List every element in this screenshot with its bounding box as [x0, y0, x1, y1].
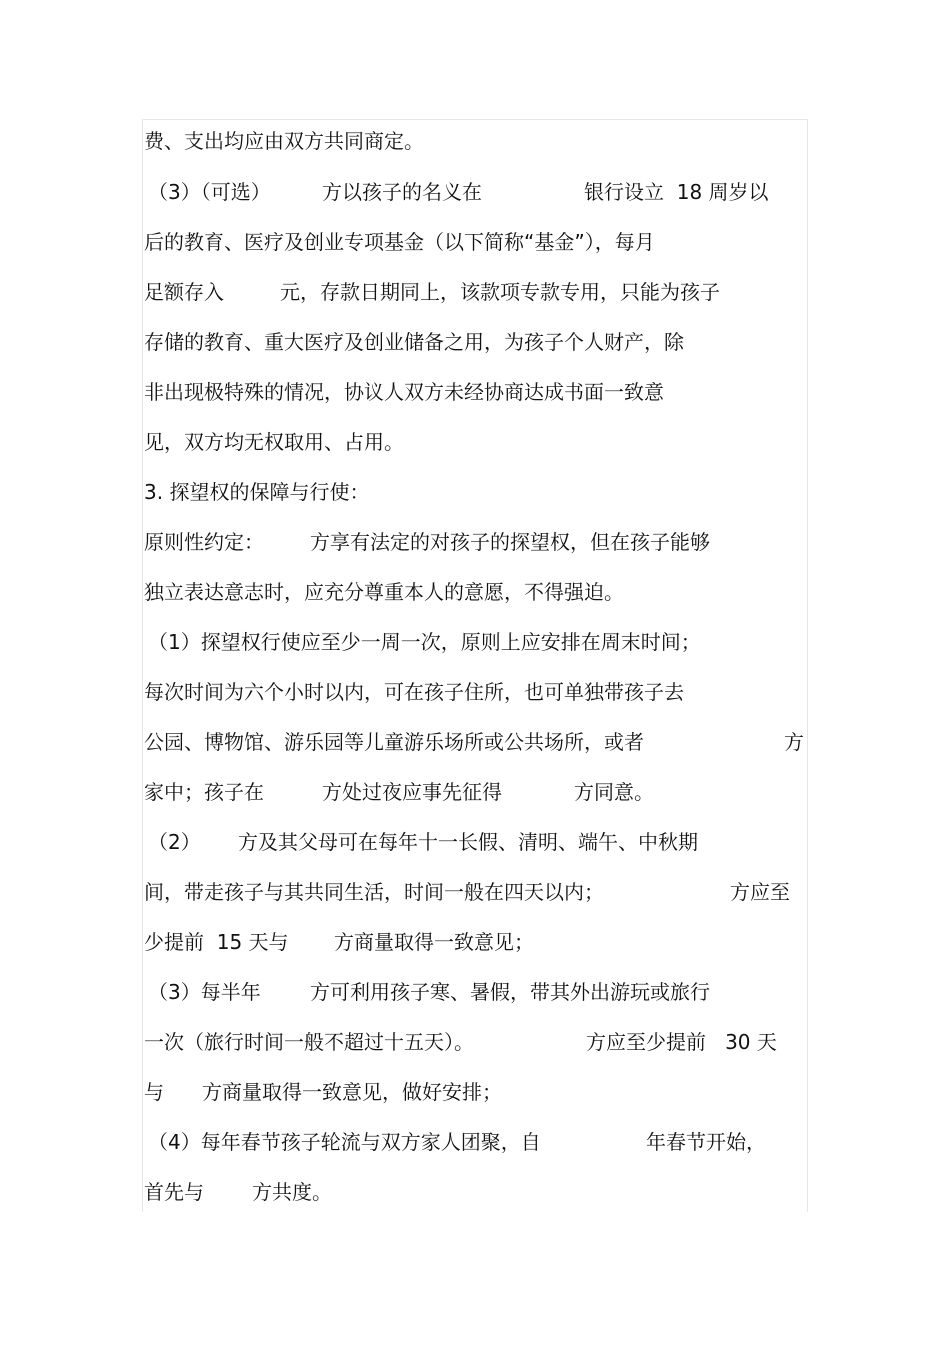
text-segment: 方可利用孩子寒、暑假，带其外出游玩或旅行 — [310, 980, 710, 1004]
text-segment: 年春节开始， — [646, 1130, 766, 1154]
text-segment: 3. 探望权的保障与行使： — [144, 480, 370, 504]
text-segment: 后的教育、医疗及创业专项基金（以下简称“基金”），每月 — [144, 230, 655, 254]
text-segment: 方享有法定的对孩子的探望权，但在孩子能够 — [310, 530, 710, 554]
text-segment: 与 — [144, 1080, 164, 1104]
text-segment: 方共度。 — [252, 1180, 332, 1204]
text-segment: 首先与 — [144, 1180, 204, 1204]
text-segment: 一次（旅行时间一般不超过十五天）。 — [144, 1030, 474, 1054]
text-segment: 银行设立 18 周岁以 — [584, 180, 769, 204]
text-segment: 方以孩子的名义在 — [322, 180, 482, 204]
text-segment: 方商量取得一致意见； — [334, 930, 534, 954]
text-line — [144, 1179, 332, 1283]
text-segment: （3）（可选） — [148, 180, 271, 204]
text-segment: 方同意。 — [574, 780, 654, 804]
text-segment: （4）每年春节孩子轮流与双方家人团聚，自 — [148, 1130, 541, 1154]
text-segment: 方及其父母可在每年十一长假、清明、端午、中秋期 — [238, 830, 698, 854]
text-segment: （2） — [148, 830, 201, 854]
text-segment: 非出现极特殊的情况，协议人双方未经协商达成书面一致意 — [144, 380, 664, 404]
text-segment: 间，带走孩子与其共同生活，时间一般在四天以内； — [144, 880, 604, 904]
text-segment: 费、支出均应由双方共同商定。 — [144, 129, 424, 153]
text-segment: 少提前 15 天与 — [144, 930, 289, 954]
text-segment: 方 — [784, 730, 804, 754]
text-segment: 元，存款日期同上，该款项专款专用，只能为孩子 — [280, 280, 720, 304]
text-segment: （1）探望权行使应至少一周一次，原则上应安排在周末时间； — [148, 630, 701, 654]
text-segment: 独立表达意志时，应充分尊重本人的意愿，不得强迫。 — [144, 580, 624, 604]
text-segment: （3）每半年 — [148, 980, 261, 1004]
text-segment: 每次时间为六个小时以内，可在孩子住所，也可单独带孩子去 — [144, 680, 684, 704]
text-segment: 足额存入 — [144, 280, 224, 304]
text-segment: 原则性约定： — [144, 530, 264, 554]
text-segment: 方处过夜应事先征得 — [322, 780, 502, 804]
text-segment: 方应至少提前 30 天 — [586, 1030, 777, 1054]
text-segment: 方商量取得一致意见，做好安排； — [202, 1080, 502, 1104]
text-segment: 家中；孩子在 — [144, 780, 264, 804]
text-segment: 存储的教育、重大医疗及创业储备之用，为孩子个人财产，除 — [144, 330, 684, 354]
text-segment: 见，双方均无权取用、占用。 — [144, 430, 404, 454]
text-segment: 方应至 — [730, 880, 790, 904]
text-segment: 公园、博物馆、游乐园等儿童游乐场所或公共场所，或者 — [144, 730, 644, 754]
